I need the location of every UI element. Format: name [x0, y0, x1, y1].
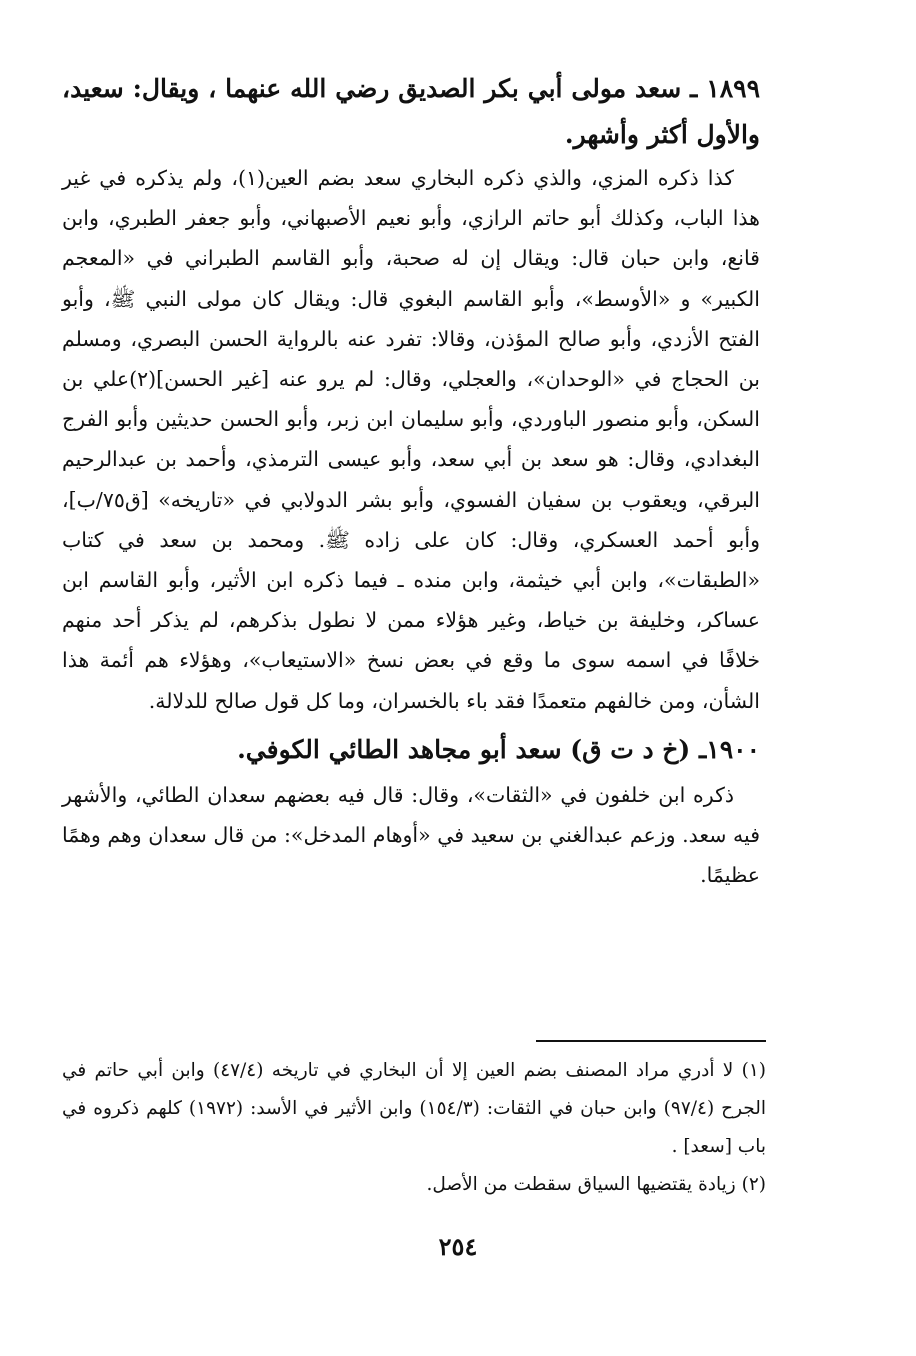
footnote-divider: [536, 1040, 766, 1042]
entry-1900-body: ذكره ابن خلفون في «الثقات»، وقال: قال فيه بعضهم سعدان الطائي، والأشهر فيه سعد. وزعم عبدالغني بن سعيد في «أوهام المدخل»: من قال سعدان وهم وهمًا عظيمًا.: [62, 782, 760, 888]
footnotes: [62, 1052, 766, 1204]
entry-1900-heading: ١٩٠٠ـ (خ د ت ق) سعد أبو مجاهد الطائي الكوفي.: [237, 734, 760, 764]
main-text: [62, 66, 760, 895]
entry-1899-heading: ١٨٩٩ ـ سعد مولى أبي بكر الصديق رضي الله عنهما ، ويقال: سعيد، والأول أكثر وأشهر.: [62, 74, 760, 149]
entry-1899-body: كذا ذكره المزي، والذي ذكره البخاري سعد بضم العين(١)، ولم يذكره في غير هذا الباب، وكذلك أبو حاتم الرازي، وأبو نعيم الأصبهاني، وأبو جعفر الطبري، وابن قانع، وابن حبان قال: ويقال إن له صحبة، وأبو القاسم الطبراني في «المعجم الكبير» و «الأوسط»، وأبو القاسم البغوي قال: ويقال كان مولى النبي ﷺ، وأبو الفتح الأزدي، وأبو صالح المؤذن، وقالا: تفرد عنه بالرواية الحسن البصري، ومسلم بن الحجاج في «الوحدان»، والعجلي، وقال: لم يرو عنه [غير الحسن](٢)علي بن السكن، وأبو منصور الباوردي، وأبو سليمان ابن زبر، وأبو الحسن حديثين وأبو الفرج البغدادي، وقال: هو سعد بن أبي سعد، وأبو عيسى الترمذي، وأحمد بن عبدالرحيم البرقي، ويعقوب بن سفيان الفسوي، وأبو بشر الدولابي في «تاريخه» [ق٧٥/ب]، وأبو أحمد العسكري، وقال: كان على زاده ﷺ. ومحمد بن سعد في كتاب «الطبقات»، وابن أبي خيثمة، وابن منده ـ فيما ذكره ابن الأثير، وأبو القاسم ابن عساكر، وخليفة بن خياط، وغير هؤلاء ممن لا نطول بذكرهم، لم يذكر أحد منهم خلافًا في اسمه سوى ما وقع في بعض نسخ «الاستيعاب»، وهؤلاء هم أئمة هذا الشأن، ومن خالفهم متعمدًا فقد باء بالخسران، وما كل قول صالح للدلالة.: [62, 166, 760, 713]
page-number: ٢٥٤: [438, 1232, 478, 1261]
footnote-2: (٢) زيادة يقتضيها السياق سقطت من الأصل.: [426, 1174, 766, 1195]
footnote-1: (١) لا أدري مراد المصنف بضم العين إلا أن البخاري في تاريخه (٤٧/٤) وابن أبي حاتم في الجرح (٩٧/٤) وابن حبان في الثقات: (١٥٤/٣) وابن الأثير في الأسد: (١٩٧٢) كلهم ذكروه في باب [سعد] .: [62, 1060, 767, 1157]
